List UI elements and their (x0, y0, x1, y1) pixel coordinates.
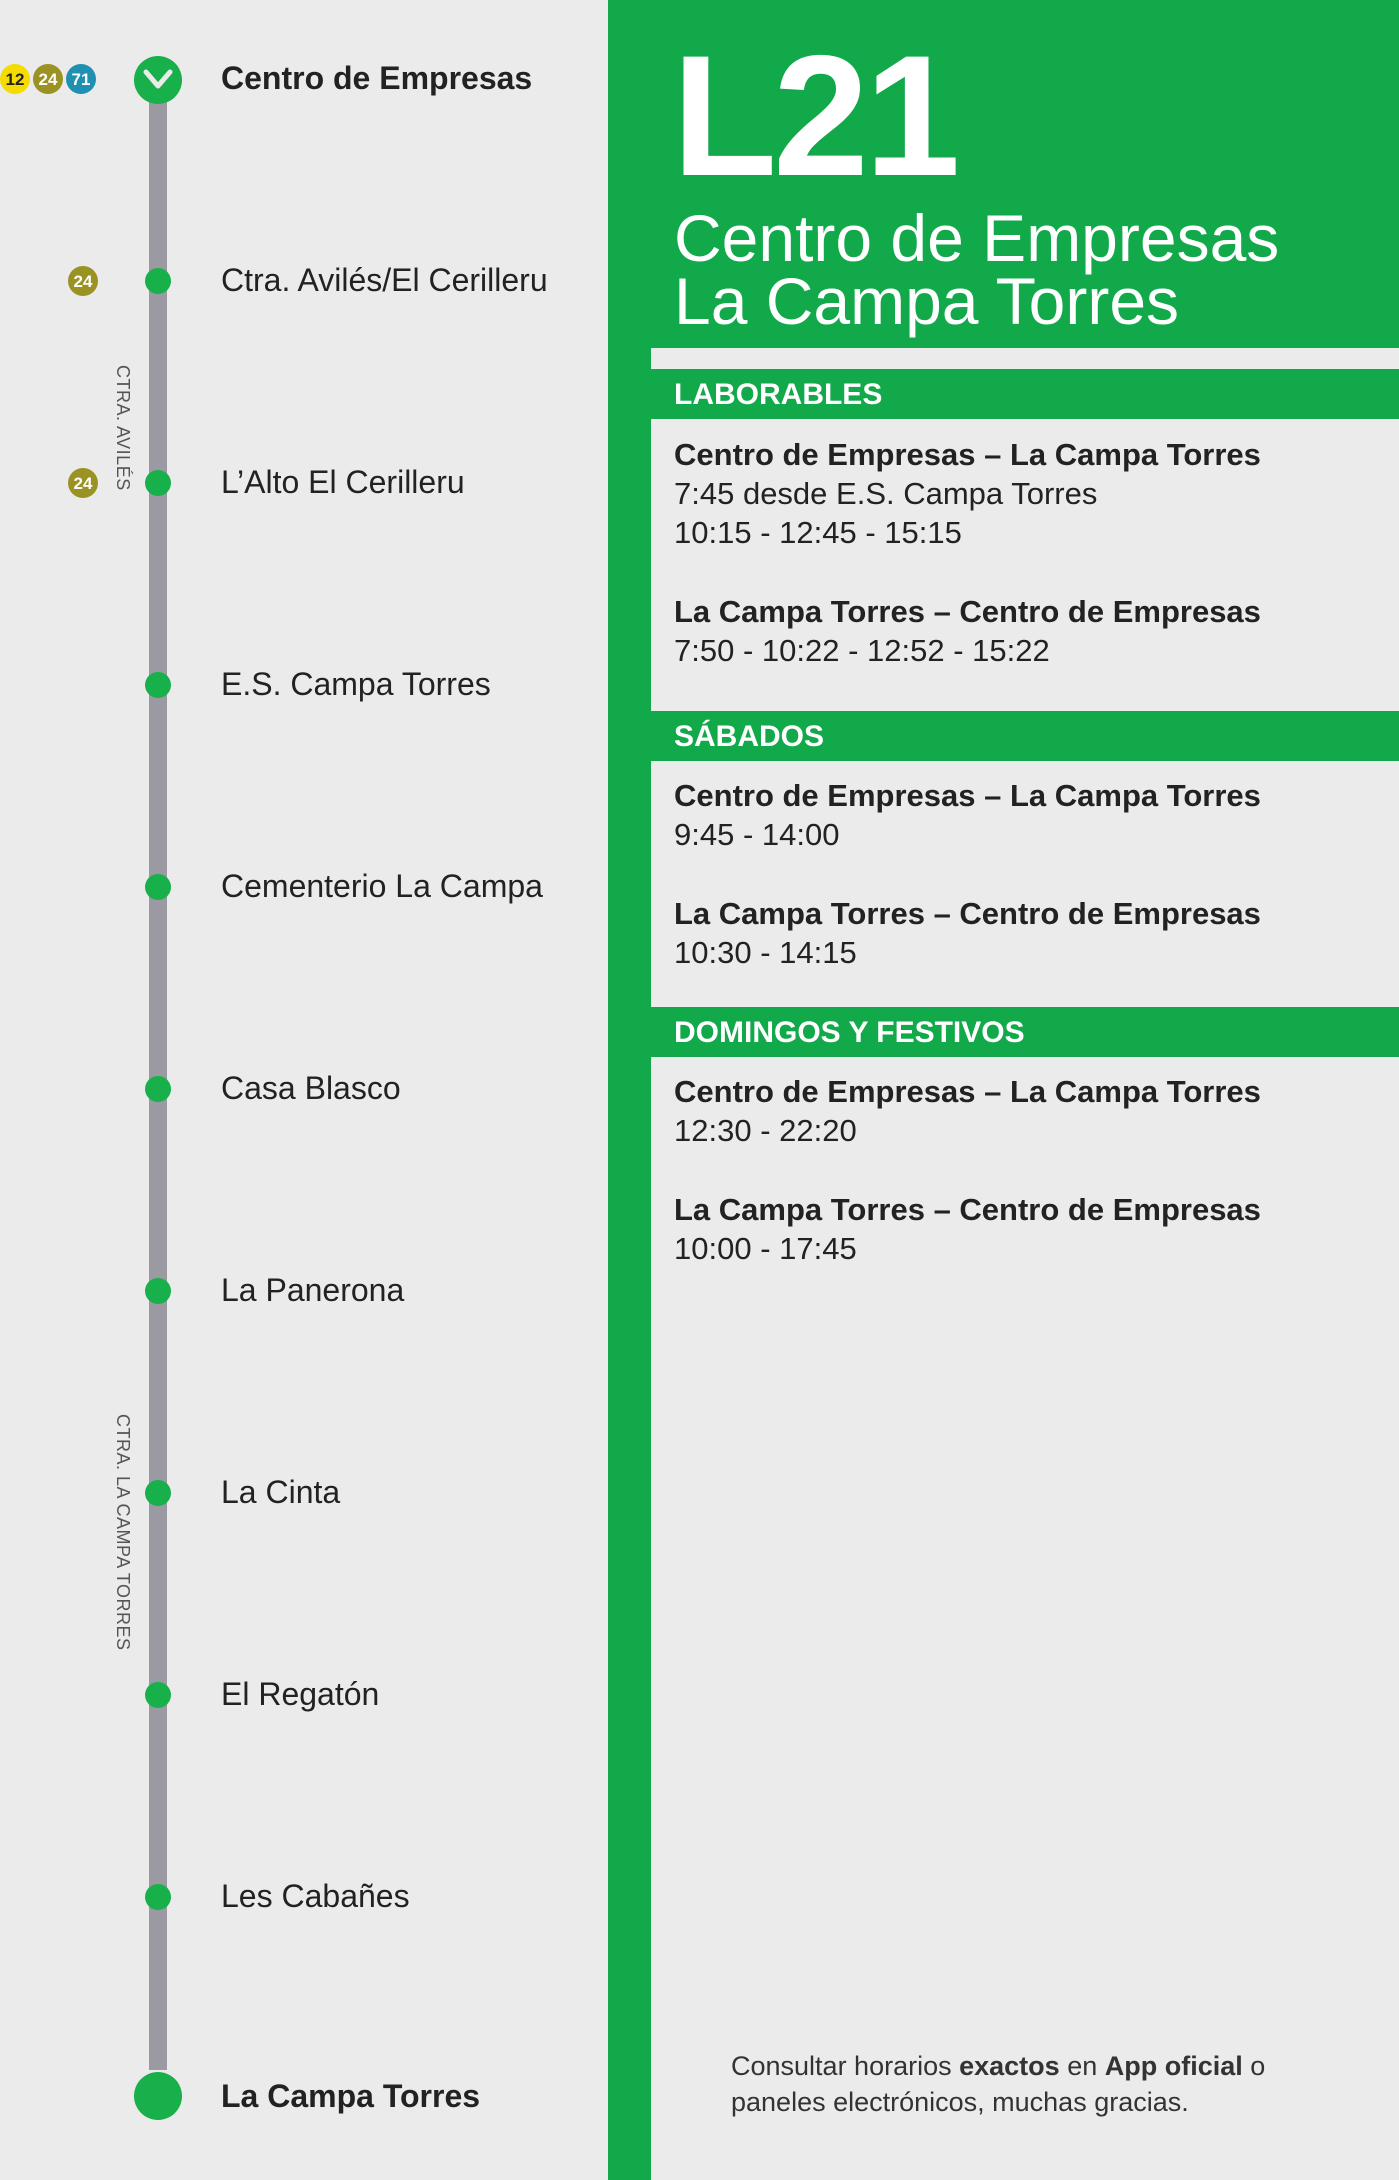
stop-marker (145, 1278, 171, 1304)
departure-times: 10:00 - 17:45 (674, 1231, 857, 1266)
stop-marker (145, 268, 171, 294)
departure-times: 12:30 - 22:20 (674, 1113, 857, 1148)
stop-name: La Panerona (221, 1272, 405, 1308)
stop-name: L’Alto El Cerilleru (221, 464, 465, 500)
stop-marker (145, 874, 171, 900)
stop-marker (145, 1480, 171, 1506)
section-title: DOMINGOS Y FESTIVOS (674, 1016, 1025, 1049)
header-origin: Centro de Empresas (674, 201, 1280, 275)
road-label-aviles: CTRA. AVILÉS (113, 365, 133, 491)
connection-badge-24: 24 (33, 64, 63, 94)
end-terminal-marker (134, 2072, 182, 2120)
direction-heading: La Campa Torres – Centro de Empresas (674, 1192, 1261, 1227)
section-title: LABORABLES (674, 378, 883, 411)
stop-name: El Regatón (221, 1676, 380, 1712)
connection-badge-24: 24 (68, 266, 98, 296)
departure-note: 7:45 desde E.S. Campa Torres (674, 476, 1098, 511)
direction-heading: La Campa Torres – Centro de Empresas (674, 896, 1261, 931)
departure-times: 9:45 - 14:00 (674, 817, 840, 852)
direction-heading: Centro de Empresas – La Campa Torres (674, 437, 1261, 472)
connection-badge-71: 71 (66, 64, 96, 94)
stop-name: Les Cabañes (221, 1878, 410, 1914)
footer-note: Consultar horarios exactos en App oficial o paneles electrónicos, muchas gracias. (731, 2051, 1266, 2117)
header-destination: La Campa Torres (674, 264, 1180, 338)
stop-marker (145, 470, 171, 496)
stop-name: Cementerio La Campa (221, 868, 543, 904)
stop-marker (145, 672, 171, 698)
departure-times: 10:15 - 12:45 - 15:15 (674, 515, 962, 550)
direction-heading: Centro de Empresas – La Campa Torres (674, 778, 1261, 813)
chevron-down-icon (143, 68, 173, 92)
route-line (149, 80, 167, 2070)
departure-times: 10:30 - 14:15 (674, 935, 857, 970)
stop-name: Casa Blasco (221, 1070, 401, 1106)
line-code: L21 (672, 20, 957, 212)
direction-heading: Centro de Empresas – La Campa Torres (674, 1074, 1261, 1109)
stop-marker (145, 1884, 171, 1910)
departure-times: 7:50 - 10:22 - 12:52 - 15:22 (674, 633, 1050, 668)
stop-name: Ctra. Avilés/El Cerilleru (221, 262, 548, 298)
connection-badge-12: 12 (0, 64, 30, 94)
stop-marker (145, 1076, 171, 1102)
stop-name: E.S. Campa Torres (221, 666, 491, 702)
road-label-campa-torres: CTRA. LA CAMPA TORRES (113, 1414, 133, 1651)
stop-name: La Cinta (221, 1474, 341, 1510)
direction-heading: La Campa Torres – Centro de Empresas (674, 594, 1261, 629)
stop-marker (145, 1682, 171, 1708)
connection-badge-24: 24 (68, 468, 98, 498)
start-terminal-marker (134, 56, 182, 104)
section-title: SÁBADOS (674, 720, 825, 753)
stop-name: Centro de Empresas (221, 60, 533, 96)
stop-name: La Campa Torres (221, 2078, 481, 2114)
